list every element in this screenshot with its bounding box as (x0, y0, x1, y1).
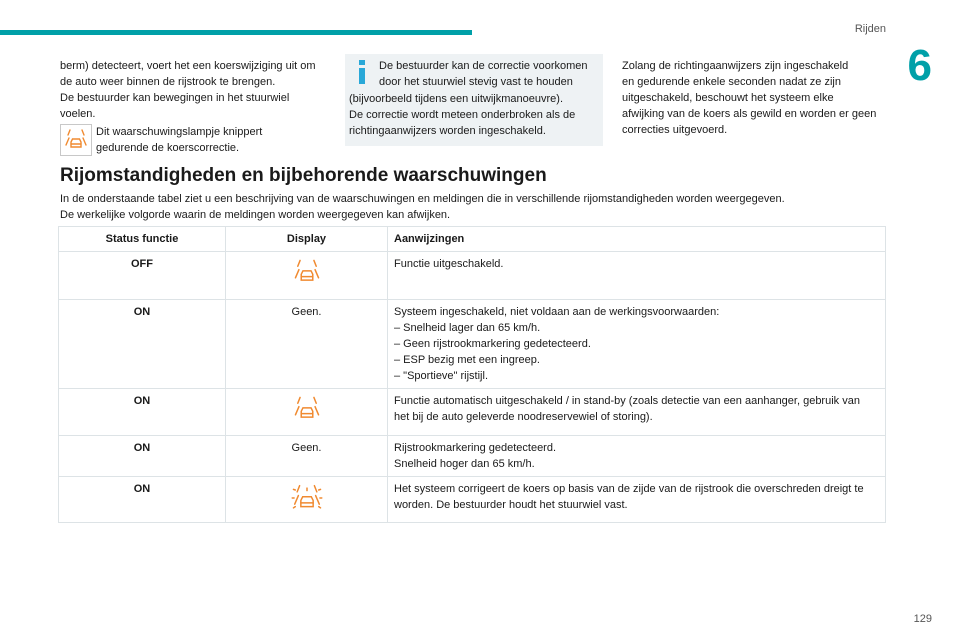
table-row (59, 436, 886, 477)
warning-note (60, 124, 330, 156)
note-line: Functie uitgeschakeld. (394, 258, 504, 270)
column-header-status: Status functie (59, 227, 226, 252)
info-line: richtingaanwijzers worden ingeschakeld. (349, 125, 546, 137)
paragraph-line: berm) detecteert, voert het een koerswijziging uit om (60, 60, 316, 72)
status-cell: OFF (59, 252, 226, 300)
column-header-display: Display (226, 227, 388, 252)
header-accent-bar (0, 30, 472, 35)
lane-warning-icon (292, 258, 322, 291)
lane-correction-flashing-icon (291, 483, 323, 518)
section-intro (60, 191, 860, 223)
table-row (59, 252, 886, 300)
note-line: – Geen rijstrookmarkering gedetecteerd. (394, 338, 591, 350)
table-row (59, 389, 886, 436)
table-row (59, 477, 886, 523)
column-header-notes: Aanwijzingen (388, 227, 886, 252)
note-line: Functie automatisch uitgeschakeld / in stand-by (zoals detectie van een aanhanger, gebruik van (394, 395, 860, 407)
notes-cell (388, 436, 886, 477)
intro-line: In de onderstaande tabel ziet u een beschrijving van de waarschuwingen en meldingen die in verschillende rijomstandigheden worden weergegeven. (60, 193, 785, 205)
display-cell: Geen. (226, 436, 388, 477)
display-cell (226, 389, 388, 436)
paragraph-line: correcties uitgevoerd. (622, 124, 728, 136)
note-line: Systeem ingeschakeld, niet voldaan aan de werkingsvoorwaarden: (394, 306, 720, 318)
info-line: (bijvoorbeeld tijdens een uitwijkmanoeuvre). (349, 93, 564, 105)
status-cell: ON (59, 436, 226, 477)
note-line: het bij de auto geleverde noodreservewiel of storing). (394, 411, 653, 423)
status-cell: ON (59, 477, 226, 523)
info-box (345, 54, 603, 146)
notes-cell (388, 252, 886, 300)
display-cell (226, 252, 388, 300)
paragraph-line: uitgeschakeld, beschouwt het systeem elke (622, 92, 834, 104)
warning-note-line: Dit waarschuwingslampje knippert (96, 126, 263, 138)
info-line: De bestuurder kan de correctie voorkomen (379, 60, 588, 72)
note-line: Rijstrookmarkering gedetecteerd. (394, 442, 557, 454)
section-heading: Rijomstandigheden en bijbehorende waarschuwingen (60, 165, 547, 186)
table-row (59, 300, 886, 389)
paragraph-line: voelen. (60, 108, 96, 120)
intro-line: De werkelijke volgorde waarin de meldingen worden weergegeven kan afwijken. (60, 209, 451, 221)
display-cell: Geen. (226, 300, 388, 389)
notes-cell (388, 300, 886, 389)
note-line: – ESP bezig met een ingreep. (394, 354, 540, 366)
note-line: Het systeem corrigeert de koers op basis van de zijde van de rijstrook die overschreden dreigt te (394, 483, 864, 495)
status-table (58, 226, 886, 523)
text-column-3 (622, 58, 892, 138)
chapter-number: 6 (907, 41, 932, 90)
info-line: De correctie wordt meteen onderbroken als de (349, 109, 576, 121)
lane-warning-icon (292, 395, 322, 428)
text-column-1 (60, 58, 330, 156)
table-header-row (59, 227, 886, 252)
paragraph-line: de auto weer binnen de rijstrook te brengen. (60, 76, 276, 88)
notes-cell (388, 477, 886, 523)
section-title: Rijden (854, 23, 886, 35)
notes-cell (388, 389, 886, 436)
note-line: – "Sportieve" rijstijl. (394, 370, 489, 382)
paragraph-line: Zolang de richtingaanwijzers zijn ingeschakeld (622, 60, 849, 72)
status-cell: ON (59, 389, 226, 436)
lane-warning-icon (60, 124, 92, 156)
page-number: 129 (913, 613, 932, 625)
note-line: – Snelheid lager dan 65 km/h. (394, 322, 541, 334)
paragraph-line: en gedurende enkele seconden nadat ze zijn (622, 76, 841, 88)
status-cell: ON (59, 300, 226, 389)
info-icon (357, 58, 373, 91)
display-cell (226, 477, 388, 523)
warning-note-line: gedurende de koerscorrectie. (96, 142, 240, 154)
paragraph-line: afwijking van de koers als gewild en worden er geen (622, 108, 877, 120)
note-line: worden. De bestuurder houdt het stuurwiel vast. (394, 499, 628, 511)
note-line: Snelheid hoger dan 65 km/h. (394, 458, 535, 470)
info-line: door het stuurwiel stevig vast te houden (379, 76, 573, 88)
paragraph-line: De bestuurder kan bewegingen in het stuurwiel (60, 92, 290, 104)
